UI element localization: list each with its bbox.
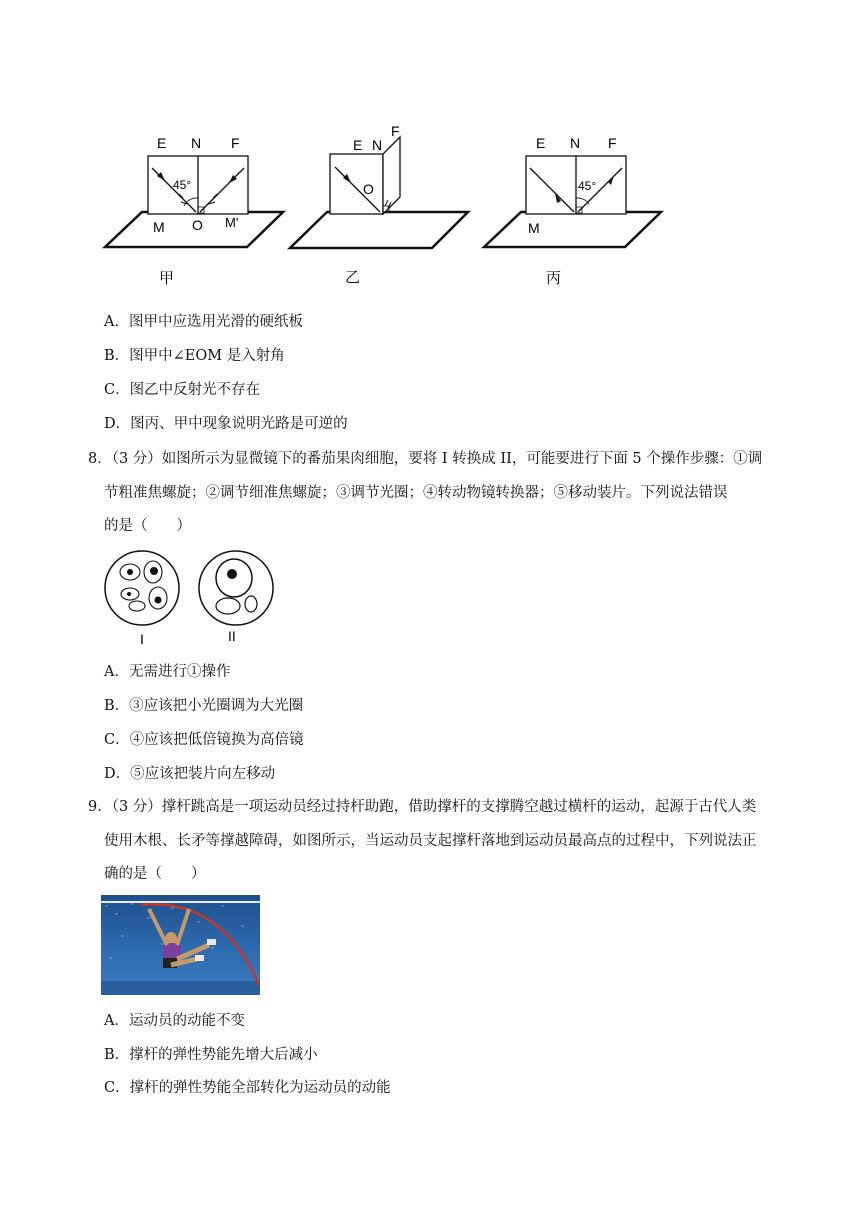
label-N: N <box>372 137 383 153</box>
q8-stem-line3: 的是（ ） <box>104 518 191 534</box>
label-M: M <box>528 220 540 236</box>
label-N: N <box>570 135 581 151</box>
q9-stem-line3: 确的是（ ） <box>104 866 206 882</box>
q7-option-c: C．图乙中反射光不存在 <box>104 382 261 398</box>
angle-label: 45° <box>578 179 597 193</box>
q8-option-c: C．④应该把低倍镜换为高倍镜 <box>104 732 304 748</box>
reflection-experiment-figure <box>95 120 675 290</box>
label-I: I <box>140 631 144 647</box>
label-F: F <box>231 135 240 151</box>
label-E: E <box>157 135 167 151</box>
microscope-fields-figure <box>100 548 290 648</box>
q8-stem-line1: 8．（3 分）如图所示为显微镜下的番茄果肉细胞，要将 I 转换成 II，可能要进行下面 5 个操作步骤：①调 <box>88 451 763 467</box>
cardboard-left <box>330 154 383 214</box>
q8-option-d: D．⑤应该把装片向左移动 <box>104 766 276 782</box>
q9-option-c: C．撑杆的弹性势能全部转化为运动员的动能 <box>104 1080 391 1096</box>
panel-yi <box>290 123 468 248</box>
panel-jia <box>105 135 283 247</box>
mirror-plane <box>290 212 468 248</box>
label-M: M <box>153 219 165 235</box>
pole-vault-photo <box>101 895 260 995</box>
caption-jia: 甲 <box>159 270 175 287</box>
q8-stem-line2: 节粗准焦螺旋；②调节细准焦螺旋；③调节光圈；④转动物镜转换器；⑤移动装片。下列说法错误 <box>104 485 728 501</box>
q8-option-a: A．无需进行①操作 <box>104 664 231 680</box>
caption-bing: 丙 <box>546 270 562 287</box>
q7-option-b: B．图甲中∠EOM 是入射角 <box>104 348 285 364</box>
label-O: O <box>192 217 203 233</box>
q9-stem-line2: 使用木根、长矛等撑越障碍，如图所示，当运动员支起撑杆落地到运动员最高点的过程中，下列说法正 <box>104 833 757 849</box>
q7-option-d: D．图丙、甲中现象说明光路是可逆的 <box>104 416 348 432</box>
label-F: F <box>608 135 617 151</box>
label-N: N <box>191 135 202 151</box>
q7-option-a: A．图甲中应选用光滑的硬纸板 <box>104 314 303 330</box>
field-II <box>199 551 273 625</box>
q9-option-a: A．运动员的动能不变 <box>104 1013 245 1029</box>
field-I <box>105 551 179 625</box>
label-E: E <box>536 135 546 151</box>
q8-option-b: B．③应该把小光圈调为大光圈 <box>104 698 304 714</box>
label-F: F <box>391 123 400 139</box>
label-O: O <box>363 181 374 197</box>
panel-bing <box>484 135 661 247</box>
label-II: II <box>228 628 236 644</box>
angle-label: 45° <box>173 178 192 192</box>
cardboard-right-folded <box>383 137 400 214</box>
label-E: E <box>353 137 363 153</box>
caption-yi: 乙 <box>345 269 361 286</box>
label-M-prime: M' <box>225 215 239 230</box>
q9-stem-line1: 9．（3 分）撑杆跳高是一项运动员经过持杆助跑，借助撑杆的支撑腾空越过横杆的运动，起源于古代人类 <box>88 799 757 815</box>
q9-option-b: B．撑杆的弹性势能先增大后减小 <box>104 1047 318 1063</box>
mirror-plane <box>484 212 661 247</box>
